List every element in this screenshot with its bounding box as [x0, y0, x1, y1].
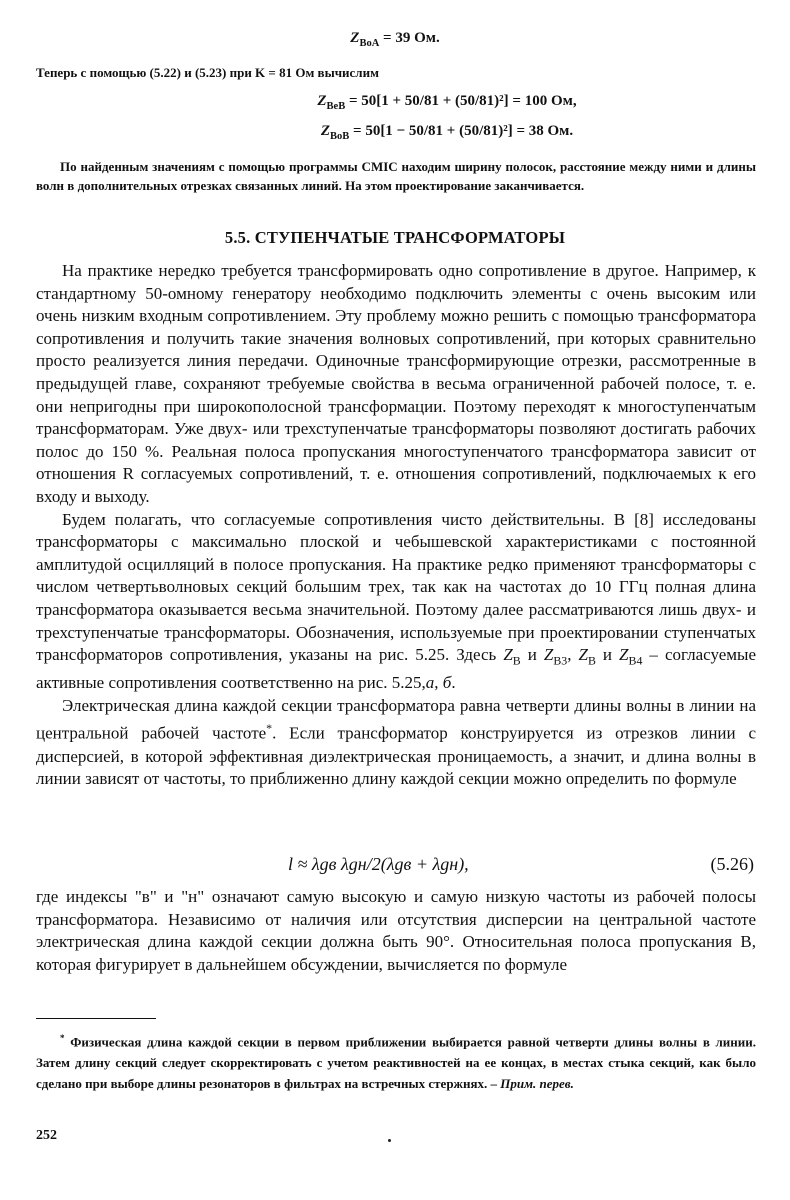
print-speck: [388, 1139, 391, 1142]
section-heading: 5.5. СТУПЕНЧАТЫЕ ТРАНСФОРМАТОРЫ: [224, 228, 566, 247]
paragraph-3: Электрическая длина каждой секции трансформатора равна четверти длины волны в линии на центральной рабочей частоте*. Если трансформатор конструируется из отрезков линии с дисперсией, в которой эффективная диэлектрическая проницаемость, а значит, и длина волны в линии зависят от частоты, то приближенно длину каждой секции можно определить по формуле: [36, 695, 756, 789]
footnote-rule: [36, 1018, 156, 1019]
equation-zbob: $Z_{BoB} = 50[1 - 50/81 + (50/81)^2] = 38$ Ом.: [320, 123, 574, 142]
conclusion-text: По найденным значениям с помощью программы CMIC находим ширину полосок, расстояние между ними и длины волн в дополнительных отрезках связанных линий. На этом проектирование заканчивается.: [36, 159, 756, 193]
main-text: [36, 260, 756, 791]
equation-zbeb: $Z_{BeB} = 50[1 + 50/81 + (50/81)^2] = 100$ Ом,: [317, 93, 577, 112]
page-number: 252: [36, 1128, 57, 1143]
formula-expression: l ≈ λgв λgн/2(λgв + λgн),: [288, 854, 469, 874]
footnote: * Физическая длина каждой секции в первом приближении выбирается равной четверти длины волны в линии. Затем длину секций следует скорректировать с учетом реактивностей на ее концах, в местах стыка секций, как было сделано при выборе длины резонаторов в фильтрах на встречных стержнях. – Прим. перев.: [36, 1033, 756, 1092]
formula-5-26: [0, 852, 790, 878]
formula-number: (5.26): [710, 854, 754, 874]
paragraph-4: где индексы "в" и "н" означают самую высокую и самую низкую частоты из рабочей полосы трансформатора. Независимо от наличия или отсутствия дисперсии на центральной частоте электрическая длина каждой секции должна быть 90°. Относительная полоса пропускания B, которая фигурирует в дальнейшем обсуждении, вычисляется по формуле: [36, 887, 756, 974]
main-text-continued: [36, 886, 756, 976]
intro-text: Теперь с помощью (5.22) и (5.23) при K = 81 Ом вычислим: [36, 65, 379, 80]
equation-zboa: $Z_{BoA} = 39$ Ом.: [350, 30, 440, 49]
paragraph-1: На практике нередко требуется трансформировать одно сопротивление в другое. Например, к стандартному 50-омному генератору необходимо подключить элементы с очень высоким или очень низким входным сопротивлением. Эту проблему можно решить с помощью трансформатора сопротивления и получить такие значения волновых сопротивлений, при которых сравнительно просто реализуется линия передачи. Одиночные трансформирующие отрезки, рассмотренные в предыдущей главе, сохраняют требуемые свойства в весьма ограниченной рабочей полосе, т. е. они непригодны при широкополосной трансформации. Поэтому переходят к многоступенчатым трансформаторам. Уже двух- или трехступенчатые трансформаторы позволяют достигать рабочих полос до 150 %. Реальная полоса пропускания многоступенчатого трансформатора зависит от отношения R согласуемых сопротивлений, т. е. отношения сопротивлений, подключаемых к его входу и выходу.: [36, 261, 756, 506]
paragraph-2: Будем полагать, что согласуемые сопротивления чисто действительны. В [8] исследованы трансформаторы с максимально плоской и чебышевской характеристиками с постоянной амплитудой осцилляций в полосе пропускания. На практике редко применяют трансформаторы с числом четвертьволновых секций большим трех, так как на частотах до 10 ГГц полная длина трансформатора оказывается весьма значительной. Поэтому далее рассматриваются лишь двух- и трехступенчатые трансформаторы. Обозначения, используемые при проектировании ступенчатых трансформаторов сопротивления, указаны на рис. 5.25. Здесь $Z_B$ и $Z_{B3}$, $Z_B$ и $Z_{B4}$ – согласуемые активные сопротивления соответственно на рис. 5.25,а, б.: [36, 509, 756, 693]
